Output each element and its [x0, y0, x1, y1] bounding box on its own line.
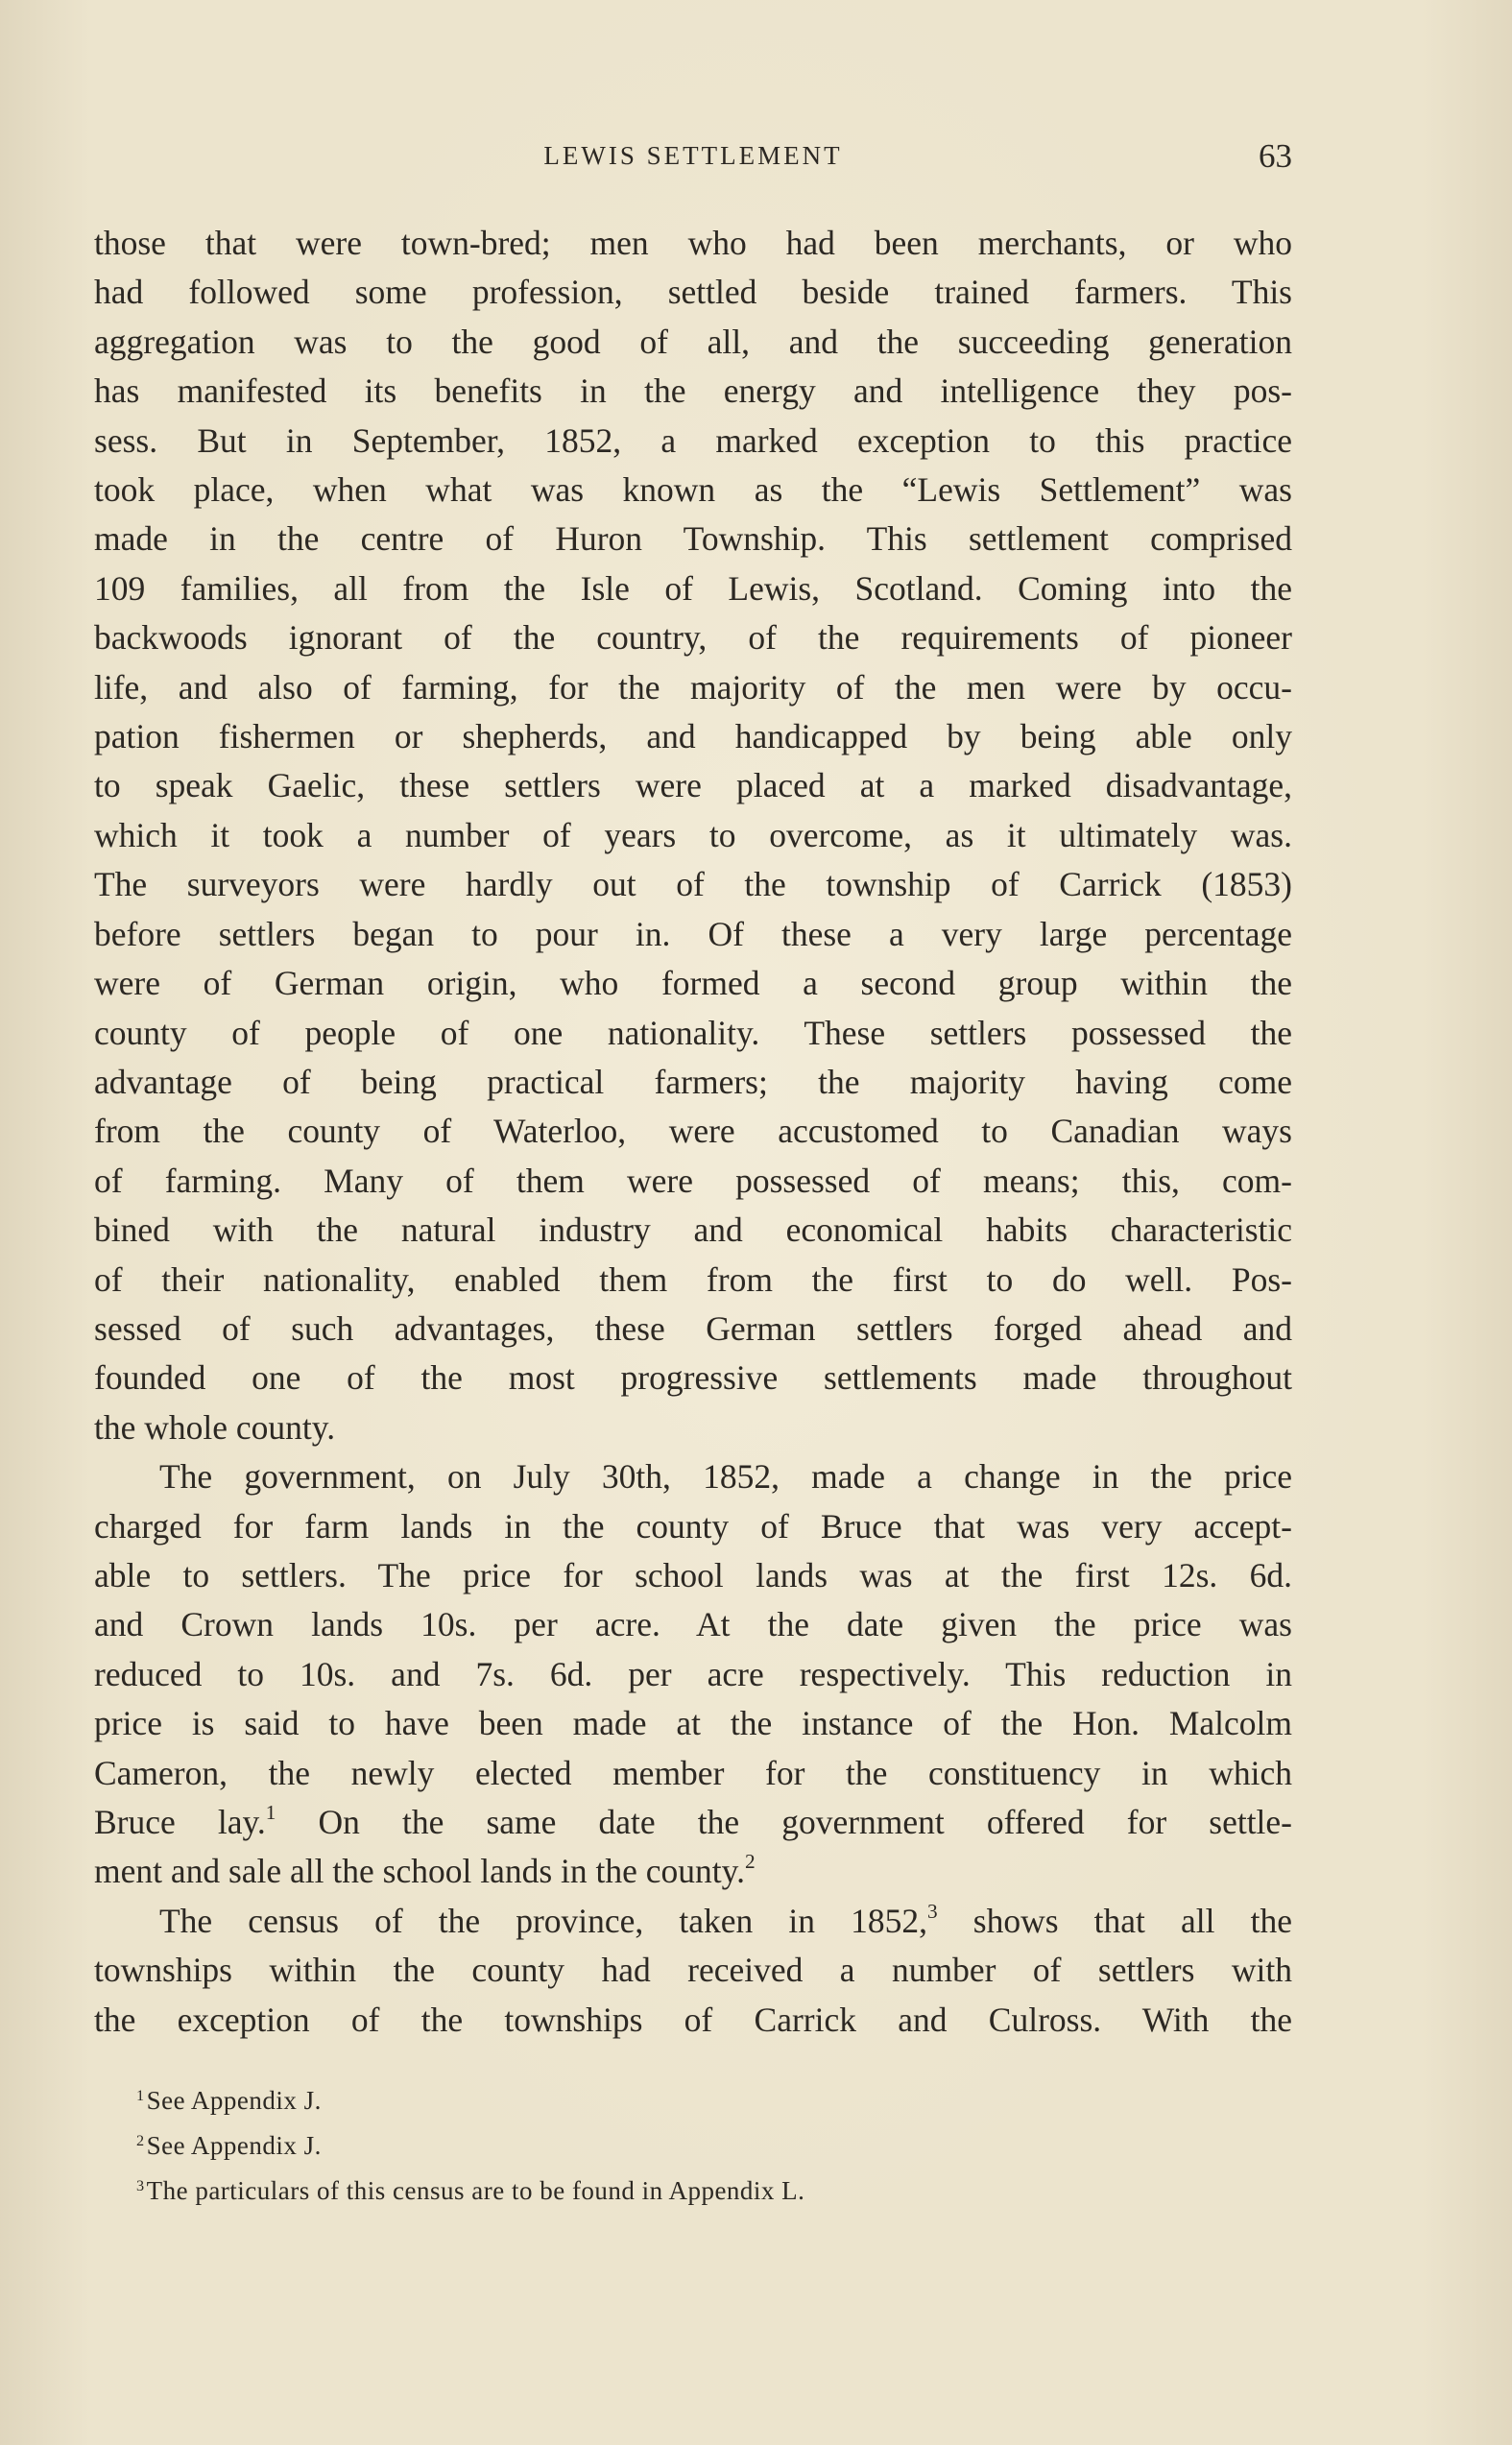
text-line: charged for farm lands in the county of Bruce that was very accept- [94, 1506, 1292, 1546]
text-line: sess. But in September, 1852, a marked exception to this practice [94, 420, 1292, 460]
text-line: The surveyors were hardly out of the township of Carrick (1853) [94, 865, 1292, 904]
line-text: On the same date the government offered for settle- [276, 1803, 1292, 1841]
footnote-ref: 3 [927, 1899, 938, 1923]
footnote-text: See Appendix J. [146, 2085, 322, 2115]
line-text: The census of the province, taken in 1852, [159, 1901, 928, 1940]
text-line: aggregation was to the good of all, and the succeeding generation [94, 322, 1292, 361]
text-line: bined with the natural industry and economical habits characteristic [94, 1211, 1292, 1250]
text-line: founded one of the most progressive settlements made throughout [94, 1358, 1292, 1398]
text-line: and Crown lands 10s. per acre. At the date given the price was [94, 1605, 1292, 1644]
text-line: the whole county. [94, 1407, 336, 1447]
text-line: sessed of such advantages, these German settlers forged ahead and [94, 1308, 1292, 1348]
line-text: shows that all the [937, 1901, 1293, 1940]
footnote-2 [136, 2121, 1192, 2166]
text-line [94, 1798, 1292, 1847]
text-line: made in the centre of Huron Township. This settlement comprised [94, 519, 1292, 559]
text-line: from the county of Waterloo, were accustomed to Canadian ways [94, 1112, 1292, 1151]
text-line: backwoods ignorant of the country, of the requirements of pioneer [94, 618, 1292, 658]
footnote-text: The particulars of this census are to be found in Appendix L. [146, 2175, 805, 2205]
text-line: of farming. Many of them were possessed of means; this, com- [94, 1161, 1292, 1200]
text-line [94, 1897, 1292, 1946]
text-line: price is said to have been made at the instance of the Hon. Malcolm [94, 1704, 1292, 1743]
text-line: those that were town-bred; men who had been merchants, or who [94, 224, 1292, 262]
text-line: to speak Gaelic, these settlers were placed at a marked disadvantage, [94, 766, 1292, 805]
footnote-text: See Appendix J. [146, 2130, 322, 2160]
text-line: able to settlers. The price for school lands was at the first 12s. 6d. [94, 1555, 1292, 1594]
text-line: 109 families, all from the Isle of Lewis, Scotland. Coming into the [94, 568, 1292, 608]
text-line: of their nationality, enabled them from the first to do well. Pos- [94, 1259, 1292, 1299]
page-header [94, 137, 1292, 180]
text-line: reduced to 10s. and 7s. 6d. per acre respectively. This reduction in [94, 1654, 1292, 1693]
footnotes [136, 2075, 1192, 2211]
paragraph-1 [94, 219, 1292, 1452]
paragraph-2 [94, 1452, 1292, 1897]
text-line [94, 1847, 1292, 1896]
footnote-mark: 1 [136, 2087, 145, 2104]
text-line: Cameron, the newly elected member for the constituency in which [94, 1753, 1292, 1792]
footnote-mark: 3 [136, 2176, 145, 2194]
text-line: took place, when what was known as the “Lewis Settlement” was [94, 470, 1292, 510]
paragraph-3 [94, 1897, 1292, 2045]
line-text: ment and sale all the school lands in the county. [94, 1852, 745, 1891]
text-line: before settlers began to pour in. Of these a very large percentage [94, 914, 1292, 953]
text-line: the exception of the townships of Carrick and Culross. With the [94, 2000, 1292, 2039]
text-line: townships within the county had received a number of settlers with [94, 1951, 1292, 1990]
footnote-3 [136, 2166, 1192, 2211]
text-line: county of people of one nationality. These settlers possessed the [94, 1013, 1292, 1052]
text-line: had followed some profession, settled beside trained farmers. This [94, 273, 1292, 312]
text-line: were of German origin, who formed a second group within the [94, 964, 1292, 1003]
footnote-mark: 2 [136, 2131, 145, 2149]
footnote-ref: 1 [265, 1801, 276, 1825]
text-line: has manifested its benefits in the energy and intelligence they pos- [94, 372, 1292, 411]
line-text: Bruce lay. [94, 1803, 266, 1841]
footnote-ref: 2 [744, 1850, 756, 1874]
running-head: LEWIS SETTLEMENT [543, 141, 843, 170]
text-line: which it took a number of years to overcome, as it ultimately was. [94, 815, 1292, 854]
page-number: 63 [1259, 137, 1292, 175]
text-line: advantage of being practical farmers; the majority having come [94, 1062, 1292, 1101]
footnote-1 [136, 2075, 1192, 2121]
text-line: pation fishermen or shepherds, and handicapped by being able only [94, 717, 1292, 756]
text-line: life, and also of farming, for the majority of the men were by occu- [94, 667, 1292, 707]
text-line: The government, on July 30th, 1852, made a change in the price [159, 1457, 1292, 1497]
body-text [94, 219, 1292, 2045]
